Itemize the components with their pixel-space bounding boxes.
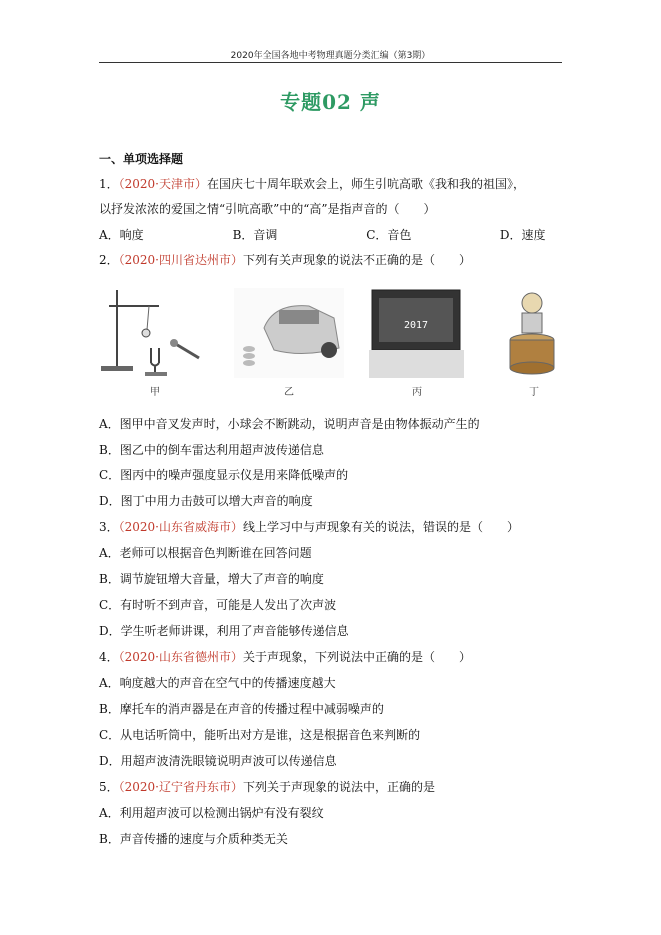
question-5-option-a: A．利用超声波可以检测出锅炉有没有裂纹 <box>99 806 324 820</box>
question-source: （2020·辽宁省丹东市） <box>118 780 243 794</box>
question-2-option-d: D．图丁中用力击鼓可以增大声音的响度 <box>99 494 313 508</box>
option-b: B．音调 <box>232 228 278 242</box>
question-number: 4． <box>99 650 119 664</box>
question-1-text-cont: 以抒发浓浓的爱国之情“引吭高歌”中的“高”是指声音的（ ） <box>99 202 436 216</box>
question-2-option-b: B．图乙中的倒车雷达利用超声波传递信息 <box>99 443 324 457</box>
question-2-option-a: A．图甲中音叉发声时，小球会不断跳动，说明声音是由物体振动产生的 <box>99 417 480 431</box>
question-source: （2020·天津市） <box>118 177 207 191</box>
tuning-fork-figure <box>99 288 209 378</box>
question-1 <box>99 175 525 192</box>
question-2-option-c: C．图丙中的噪声强度显示仪是用来降低噪声的 <box>99 468 349 482</box>
question-2 <box>99 251 471 268</box>
option-d: D．速度 <box>499 228 546 242</box>
question-text: 下列关于声现象的说法中，正确的是 <box>243 780 436 794</box>
question-4-option-d: D．用超声波清洗眼镜说明声波可以传递信息 <box>99 754 337 768</box>
page-header: 2020年全国各地中考物理真题分类汇编（第3期） <box>230 51 431 61</box>
question-1-options <box>99 226 579 243</box>
question-text: 线上学习中与声现象有关的说法，错误的是（ ） <box>243 520 520 534</box>
question-4-option-c: C．从电话听筒中，能听出对方是谁，这是根据音色来判断的 <box>99 728 421 742</box>
car-figure <box>234 288 344 378</box>
noise-meter-figure <box>369 288 469 378</box>
section-heading: 一、单项选择题 <box>99 152 184 166</box>
question-4-option-b: B．摩托车的消声器是在声音的传播过程中减弱噪声的 <box>99 702 384 716</box>
question-3-option-a: A．老师可以根据音色判断谁在回答问题 <box>99 546 312 560</box>
question-text: 关于声现象，下列说法中正确的是（ ） <box>243 650 472 664</box>
question-source: （2020·山东省德州市） <box>118 650 243 664</box>
page-title: 专题02 声 <box>280 90 381 114</box>
question-3-option-b: B．调节旋钮增大音量，增大了声音的响度 <box>99 572 324 586</box>
question-text: 下列有关声现象的说法不正确的是（ ） <box>243 253 472 267</box>
option-c: C．音色 <box>366 228 412 242</box>
question-number: 5． <box>99 780 119 794</box>
question-2-figures <box>99 288 569 398</box>
question-number: 3． <box>99 520 119 534</box>
question-source: （2020·山东省威海市） <box>118 520 243 534</box>
question-4 <box>99 648 471 665</box>
question-3-option-d: D．学生听老师讲课，利用了声音能够传递信息 <box>99 624 349 638</box>
question-5-option-b: B．声音传播的速度与介质种类无关 <box>99 832 288 846</box>
figure-caption: 乙 <box>284 387 294 398</box>
display-readout: 2017 <box>403 320 429 331</box>
drum-figure <box>494 288 569 378</box>
question-number: 2． <box>99 253 119 267</box>
question-number: 1． <box>99 177 119 191</box>
question-4-option-a: A．响度越大的声音在空气中的传播速度越大 <box>99 676 336 690</box>
figure-caption: 丁 <box>529 387 539 398</box>
question-5 <box>99 778 435 795</box>
figure-caption: 丙 <box>412 387 422 398</box>
question-3-option-c: C．有时听不到声音，可能是人发出了次声波 <box>99 598 337 612</box>
header-rule <box>99 62 562 63</box>
option-a: A．响度 <box>99 228 144 242</box>
question-3 <box>99 518 519 535</box>
figure-caption: 甲 <box>150 387 160 398</box>
question-text: 在国庆七十周年联欢会上，师生引吭高歌《我和我的祖国》， <box>207 177 526 191</box>
question-source: （2020·四川省达州市） <box>118 253 243 267</box>
